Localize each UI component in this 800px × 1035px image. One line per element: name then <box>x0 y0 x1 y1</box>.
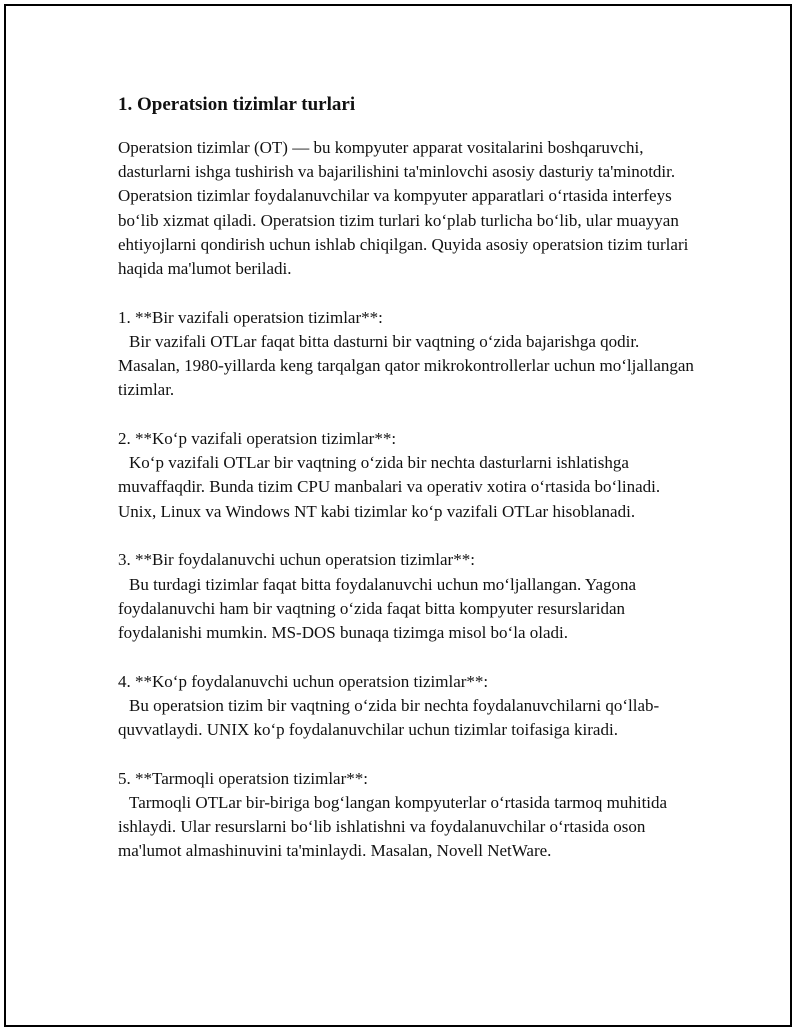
list-item <box>118 767 698 864</box>
list-item-heading: 2. **Ko‘p vazifali operatsion tizimlar**: <box>118 429 397 449</box>
list-item-body: Bu operatsion tizim bir vaqtning o‘zida bir nechta foydalanuvchilarni qo‘llab-quvvatlaydi. UNIX ko‘p foydalanuvchilar uchun tizimlar toifasiga kiradi. <box>118 695 660 740</box>
intro-paragraph: Operatsion tizimlar (OT) — bu kompyuter apparat vositalarini boshqaruvchi, dasturlarni ishga tushirish va bajarilishini ta'minlovchi asosiy dasturiy ta'minotdir. Operatsion tizimlar foydalanuvchilar va kompyuter apparatlari o‘rtasida interfeys bo‘lib xizmat qiladi. Operatsion tizim turlari ko‘plab turlicha bo‘lib, ular muayyan ehtiyojlarni qondirish uchun ishlab chiqilgan. Quyida asosiy operatsion tizim turlari haqida ma'lumot beriladi. <box>118 138 693 279</box>
list-item-heading: 1. **Bir vazifali operatsion tizimlar**: <box>118 307 383 327</box>
list-item-heading: 3. **Bir foydalanuvchi uchun operatsion tizimlar**: <box>118 550 475 570</box>
list-item-heading: 5. **Tarmoqli operatsion tizimlar**: <box>118 768 368 788</box>
list-item <box>118 427 698 524</box>
list-item <box>118 306 698 403</box>
list-item-body: Bir vazifali OTLar faqat bitta dasturni bir vaqtning o‘zida bajarishga qodir. Masalan, 1980-yillarda keng tarqalgan qator mikrokontrollerlar uchun mo‘ljallangan tizimlar. <box>118 331 694 400</box>
list-item-body: Tarmoqli OTLar bir-biriga bog‘langan kompyuterlar o‘rtasida tarmoq muhitida ishlaydi. Ular resurslarni bo‘lib ishlatishni va foydalanuvchilar o‘rtasida oson ma'lumot almashinuvini ta'minlaydi. Masalan, Novell NetWare. <box>118 792 668 861</box>
list-item <box>118 670 698 743</box>
list-item-body: Ko‘p vazifali OTLar bir vaqtning o‘zida bir nechta dasturlarni ishlatishga muvaffaqdir. Bunda tizim CPU manbalari va operativ xotira o‘rtasida bo‘linadi. Unix, Linux va Windows NT kabi tizimlar ko‘p vazifali OTLar hisoblanadi. <box>118 453 661 521</box>
document-body <box>118 92 698 888</box>
list-item-heading: 4. **Ko‘p foydalanuvchi uchun operatsion tizimlar**: <box>118 671 489 691</box>
list-item <box>118 548 698 645</box>
document-title: 1. Operatsion tizimlar turlari <box>118 94 356 115</box>
list-item-body: Bu turdagi tizimlar faqat bitta foydalanuvchi uchun mo‘ljallangan. Yagona foydalanuvchi ham bir vaqtning o‘zida faqat bitta kompyuter resurslaridan foydalanishi mumkin. MS-DOS bunaqa tizimga misol bo‘la oladi. <box>118 574 637 642</box>
